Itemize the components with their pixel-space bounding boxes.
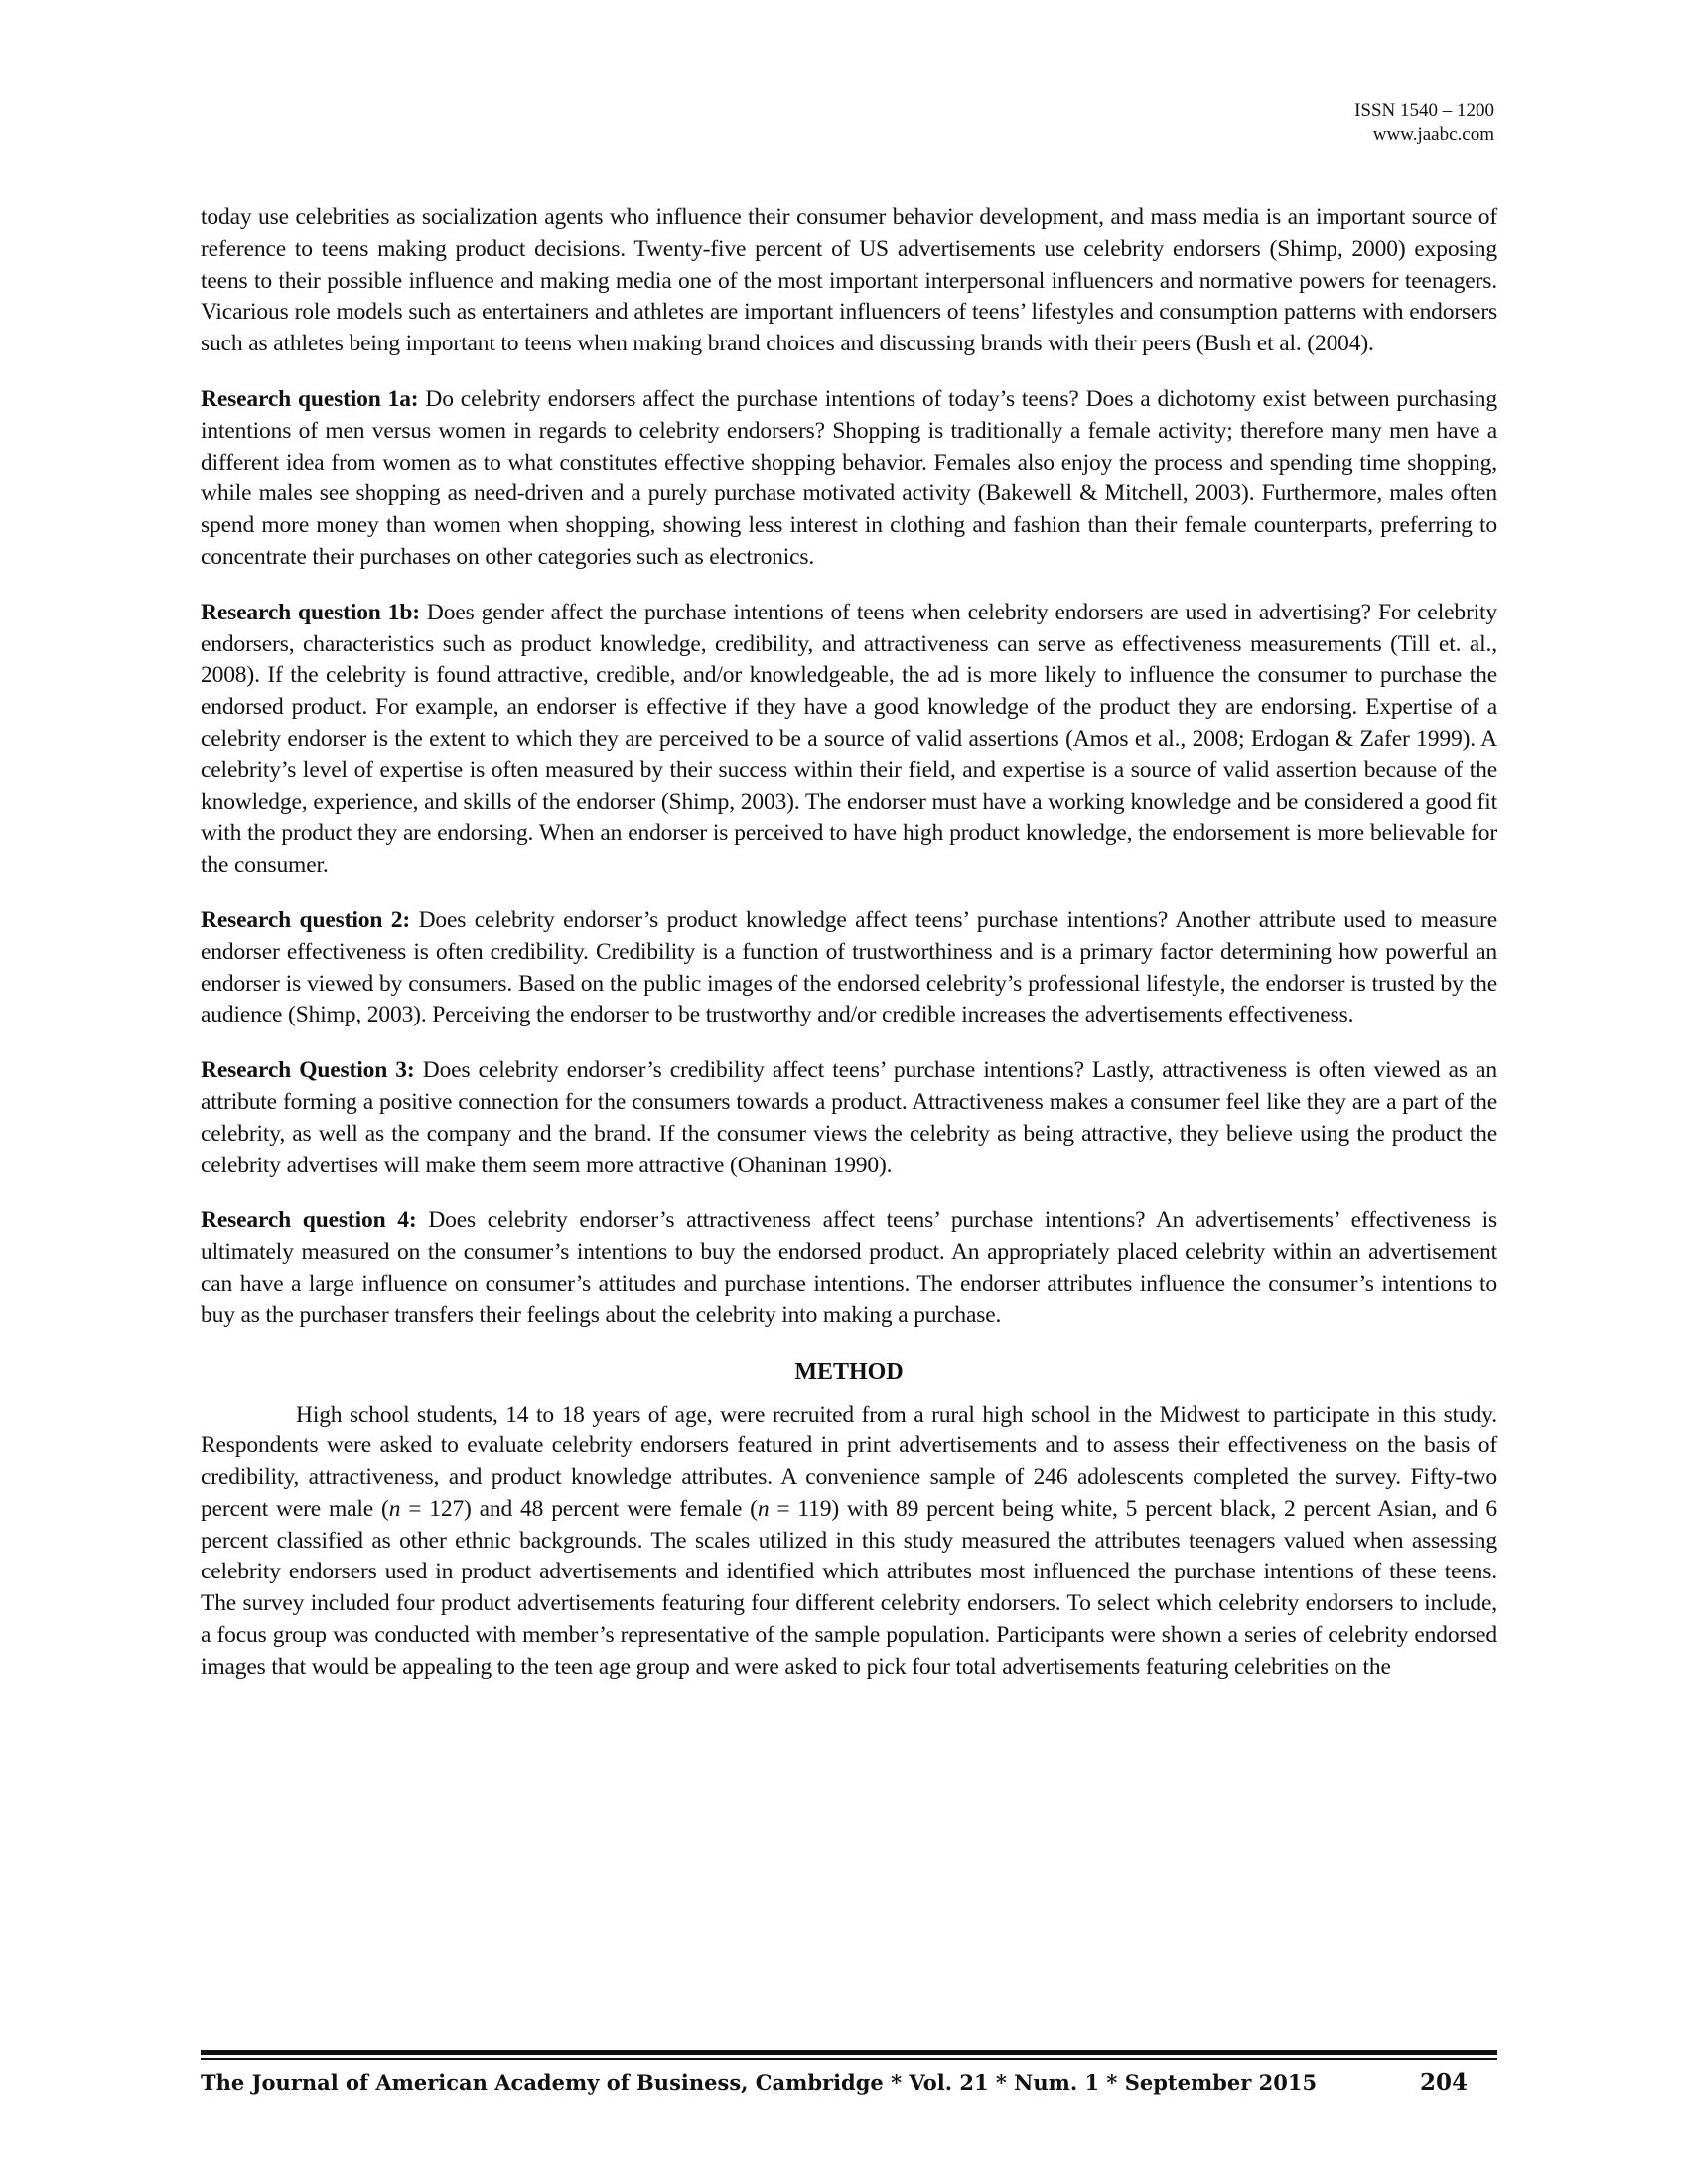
n-symbol-female: n: [757, 1495, 770, 1522]
rq1b-paragraph: [201, 598, 1497, 882]
rq1b-label: Research question 1b:: [201, 599, 420, 625]
issn-text: ISSN 1540 – 1200: [1354, 100, 1494, 121]
rq2-text: Does celebrity endorser’s product knowledge affect teens’ purchase intentions? Another attribute used to measure endorser effectiveness is often credibility. Credibility is a function of trustworthiness and is a primary factor determining how powerful an endorser is viewed by consumers. Based on the public images of the endorsed celebrity’s professional lifestyle, the endorser is trusted by the audience (Shimp, 2003). Perceiving the endorser to be trustworthy and/or credible increases the advertisements effectiveness.: [201, 906, 1498, 1028]
footer-rule-thin: [201, 2058, 1497, 2060]
rq1a-text: Do celebrity endorsers affect the purchase intentions of today’s teens? Does a dichotomy exist between purchasing intentions of men versus women in regards to celebrity endorsers? Shopping is traditionally a female activity; therefore many men have a different idea from women as to what constitutes effective shopping behavior. Females also enjoy the process and spending time shopping, while males see shopping as need-driven and a purely purchase motivated activity (Bakewell & Mitchell, 2003). Furthermore, males often spend more money than women when shopping, showing less interest in clothing and fashion than their female counterparts, preferring to concentrate their purchases on other categories such as electronics.: [201, 385, 1497, 570]
rq2-paragraph: [201, 905, 1497, 1031]
page-number: 204: [1419, 2069, 1468, 2096]
method-text-2: = 127) and 48 percent were female (: [400, 1495, 758, 1522]
method-heading: METHOD: [794, 1358, 904, 1385]
n-symbol-male: n: [388, 1495, 401, 1522]
article-body: [201, 203, 1497, 1707]
method-text-3: = 119) with 89 percent being white, 5 percent black, 2 percent Asian, and 6 percent classified as other ethnic backgrounds. The scales utilized in this study measured the attributes teenagers valued when assessing celebrity endorsers used in product advertisements and identified which attributes most influenced the purchase intentions of these teens. The survey included four product advertisements featuring four different celebrity endorsers. To select which celebrity endorsers to include, a focus group was conducted with member’s representative of the sample population. Participants were shown a series of celebrity endorsed images that would be appealing to the teen age group and were asked to pick four total advertisements featuring celebrities on the: [201, 1495, 1498, 1680]
rq4-label: Research question 4:: [201, 1207, 417, 1234]
rq4-text: Does celebrity endorser’s attractiveness affect teens’ purchase intentions? An advertisements’ effectiveness is ultimately measured on the consumer’s intentions to buy the endorsed product. An appropriately placed celebrity within an advertisement can have a large influence on consumer’s attitudes and purchase intentions. The endorser attributes influence the consumer’s intentions to buy as the purchaser transfers their feelings about the celebrity into making a purchase.: [201, 1207, 1498, 1328]
rq1a-paragraph: [201, 384, 1497, 574]
header-meta: [1354, 99, 1494, 147]
rq1a-label: Research question 1a:: [201, 385, 419, 412]
rq3-label: Research Question 3:: [201, 1057, 415, 1084]
rq3-paragraph: [201, 1055, 1497, 1181]
rq4-paragraph: [201, 1205, 1497, 1331]
intro-paragraph: [201, 203, 1497, 360]
journal-citation: The Journal of American Academy of Business, Cambridge * Vol. 21 * Num. 1 * September 2015: [201, 2070, 1318, 2095]
rq2-label: Research question 2:: [201, 906, 411, 933]
rq1b-text: Does gender affect the purchase intentions of teens when celebrity endorsers are used in advertising? For celebrity endorsers, characteristics such as product knowledge, credibility, and attractiveness can serve as effectiveness measurements (Till et. al., 2008). If the celebrity is found attractive, credible, and/or knowledgeable, the ad is more likely to influence the consumer to purchase the endorsed product. For example, an endorser is effective if they have a good knowledge of the product they are endorsing. Expertise of a celebrity endorser is the extent to which they are perceived to be a source of valid assertions (Amos et al., 2008; Erdogan & Zafer 1999). A celebrity’s level of expertise is often measured by their success within their field, and expertise is a source of valid assertion because of the knowledge, experience, and skills of the endorser (Shimp, 2003). The endorser must have a working knowledge and be considered a good fit with the product they are endorsing. When an endorser is perceived to have high product knowledge, the endorsement is more believable for the consumer.: [201, 599, 1497, 879]
footer-rule-thick: [201, 2050, 1497, 2055]
website-url: www.jaabc.com: [1372, 124, 1494, 145]
intro-text: today use celebrities as socialization agents who influence their consumer behavior development, and mass media is an important source of reference to teens making product decisions. Twenty-five percent of US advertisements use celebrity endorsers (Shimp, 2000) exposing teens to their possible influence and making media one of the most important interpersonal influencers and normative powers for teenagers. Vicarious role models such as entertainers and athletes are important influencers of teens’ lifestyles and consumption patterns with endorsers such as athletes being important to teens when making brand choices and discussing brands with their peers (Bush et al. (2004).: [201, 205, 1497, 357]
method-paragraph: [201, 1400, 1497, 1684]
method-text-1: High school students, 14 to 18 years of age, were recruited from a rural high school in the Midwest to participate in this study. Respondents were asked to evaluate celebrity endorsers featured in print advertisements and to assess their effectiveness on the basis of credibility, attractiveness, and product knowledge attributes. A convenience sample of 246 adolescents completed the survey. Fifty-two percent were male (: [201, 1401, 1497, 1522]
rq3-text: Does celebrity endorser’s credibility affect teens’ purchase intentions? Lastly, attractiveness is often viewed as an attribute forming a positive connection for the consumers towards a product. Attractiveness makes a consumer feel like they are a part of the celebrity, as well as the company and the brand. If the consumer views the celebrity as being attractive, they believe using the product the celebrity advertises will make them seem more attractive (Ohaninan 1990).: [201, 1057, 1497, 1178]
